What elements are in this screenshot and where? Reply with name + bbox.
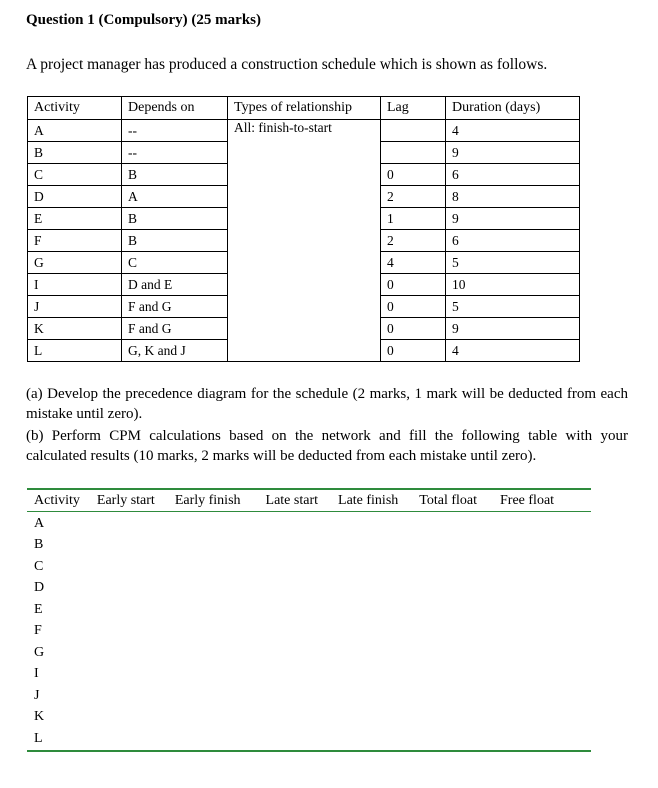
schedule-duration-cell: 4 [446, 120, 580, 142]
schedule-relationship-cell [228, 274, 381, 296]
results-row [27, 685, 591, 707]
results-header-late-finish: Late finish [338, 492, 399, 508]
schedule-depends-cell: B [122, 164, 228, 186]
schedule-row [28, 340, 580, 362]
schedule-relationship-cell [228, 230, 381, 252]
intro-text: A project manager has produced a construction schedule which is shown as follows. [26, 56, 548, 73]
schedule-depends-cell: G, K and J [122, 340, 228, 362]
results-activity-label: G [34, 644, 45, 660]
schedule-depends-cell: -- [122, 120, 228, 142]
schedule-row [28, 142, 580, 164]
schedule-relationship-cell [228, 186, 381, 208]
schedule-relationship-cell [228, 142, 381, 164]
results-table [27, 488, 591, 752]
schedule-duration-cell: 5 [446, 252, 580, 274]
schedule-duration-cell: 6 [446, 164, 580, 186]
schedule-lag-cell: 2 [381, 230, 446, 252]
results-header-late-start: Late start [265, 492, 319, 508]
schedule-table [27, 96, 580, 362]
schedule-duration-cell: 9 [446, 142, 580, 164]
schedule-relationship-cell [228, 318, 381, 340]
part-b-text: (b) Perform CPM calculations based on the network and fill the following table with your calculated results (10 marks, 2 marks will be deducted from each mistake until zero). [26, 428, 628, 464]
schedule-row [28, 274, 580, 296]
part-a-text: (a) Develop the precedence diagram for the schedule (2 marks, 1 mark will be deducted from each mistake until zero). [26, 386, 628, 422]
schedule-duration-cell: 10 [446, 274, 580, 296]
schedule-activity-cell: L [28, 340, 122, 362]
schedule-activity-cell: F [28, 230, 122, 252]
schedule-row [28, 208, 580, 230]
schedule-relationship-cell [228, 164, 381, 186]
schedule-row [28, 296, 580, 318]
schedule-activity-cell: I [28, 274, 122, 296]
schedule-lag-cell: 0 [381, 318, 446, 340]
results-activity-label: A [34, 515, 45, 531]
schedule-lag-cell [381, 142, 446, 164]
schedule-duration-cell: 9 [446, 318, 580, 340]
schedule-row [28, 120, 580, 142]
schedule-header-row [28, 97, 580, 120]
schedule-depends-cell: F and G [122, 296, 228, 318]
schedule-depends-cell: D and E [122, 274, 228, 296]
schedule-row [28, 186, 580, 208]
results-row [27, 621, 591, 643]
schedule-duration-cell: 4 [446, 340, 580, 362]
schedule-activity-cell: J [28, 296, 122, 318]
results-activity-label: F [34, 623, 42, 639]
schedule-activity-cell: C [28, 164, 122, 186]
results-header-row [27, 490, 591, 511]
results-row [27, 664, 591, 686]
schedule-depends-cell: A [122, 186, 228, 208]
schedule-row [28, 164, 580, 186]
results-header-activity: Activity [34, 492, 80, 508]
results-row [27, 513, 591, 535]
header-activity: Activity [28, 97, 122, 120]
schedule-activity-cell: D [28, 186, 122, 208]
schedule-lag-cell [381, 120, 446, 142]
schedule-relationship-cell [228, 252, 381, 274]
schedule-relationship-cell [228, 340, 381, 362]
schedule-row [28, 252, 580, 274]
results-activity-label: K [34, 709, 45, 725]
schedule-depends-cell: C [122, 252, 228, 274]
results-header-free-float: Free float [500, 492, 555, 508]
header-relationship: Types of relationship [228, 97, 381, 120]
schedule-depends-cell: F and G [122, 318, 228, 340]
results-row [27, 707, 591, 729]
results-activity-label: C [34, 558, 44, 574]
schedule-duration-cell: 6 [446, 230, 580, 252]
schedule-row [28, 230, 580, 252]
results-bottom-rule [27, 750, 591, 752]
schedule-relationship-cell [228, 208, 381, 230]
results-row [27, 556, 591, 578]
results-activity-label: I [34, 666, 39, 682]
schedule-duration-cell: 9 [446, 208, 580, 230]
schedule-duration-cell: 8 [446, 186, 580, 208]
results-activity-label: L [34, 730, 43, 746]
results-row [27, 599, 591, 621]
schedule-depends-cell: -- [122, 142, 228, 164]
results-header-early-finish: Early finish [174, 492, 241, 508]
schedule-depends-cell: B [122, 230, 228, 252]
schedule-lag-cell: 1 [381, 208, 446, 230]
header-duration: Duration (days) [446, 97, 580, 120]
schedule-activity-cell: K [28, 318, 122, 340]
results-row [27, 728, 591, 750]
schedule-lag-cell: 2 [381, 186, 446, 208]
schedule-row [28, 318, 580, 340]
schedule-lag-cell: 0 [381, 274, 446, 296]
schedule-relationship-cell [228, 296, 381, 318]
results-header-early-start: Early start [96, 492, 155, 508]
results-row [27, 535, 591, 557]
schedule-activity-cell: G [28, 252, 122, 274]
schedule-lag-cell: 0 [381, 296, 446, 318]
header-depends-on: Depends on [122, 97, 228, 120]
schedule-lag-cell: 0 [381, 340, 446, 362]
schedule-activity-cell: A [28, 120, 122, 142]
question-title: Question 1 (Compulsory) (25 marks) [26, 12, 261, 28]
schedule-activity-cell: E [28, 208, 122, 230]
schedule-duration-cell: 5 [446, 296, 580, 318]
schedule-relationship-cell: All: finish-to-start [228, 120, 381, 142]
schedule-lag-cell: 4 [381, 252, 446, 274]
results-activity-label: B [34, 537, 44, 553]
schedule-lag-cell: 0 [381, 164, 446, 186]
results-row [27, 578, 591, 600]
schedule-depends-cell: B [122, 208, 228, 230]
header-lag: Lag [381, 97, 446, 120]
results-activity-label: E [34, 601, 43, 617]
results-row [27, 642, 591, 664]
schedule-activity-cell: B [28, 142, 122, 164]
results-activity-label: J [34, 687, 40, 703]
results-activity-label: D [34, 580, 45, 596]
results-header-total-float: Total float [419, 492, 478, 508]
